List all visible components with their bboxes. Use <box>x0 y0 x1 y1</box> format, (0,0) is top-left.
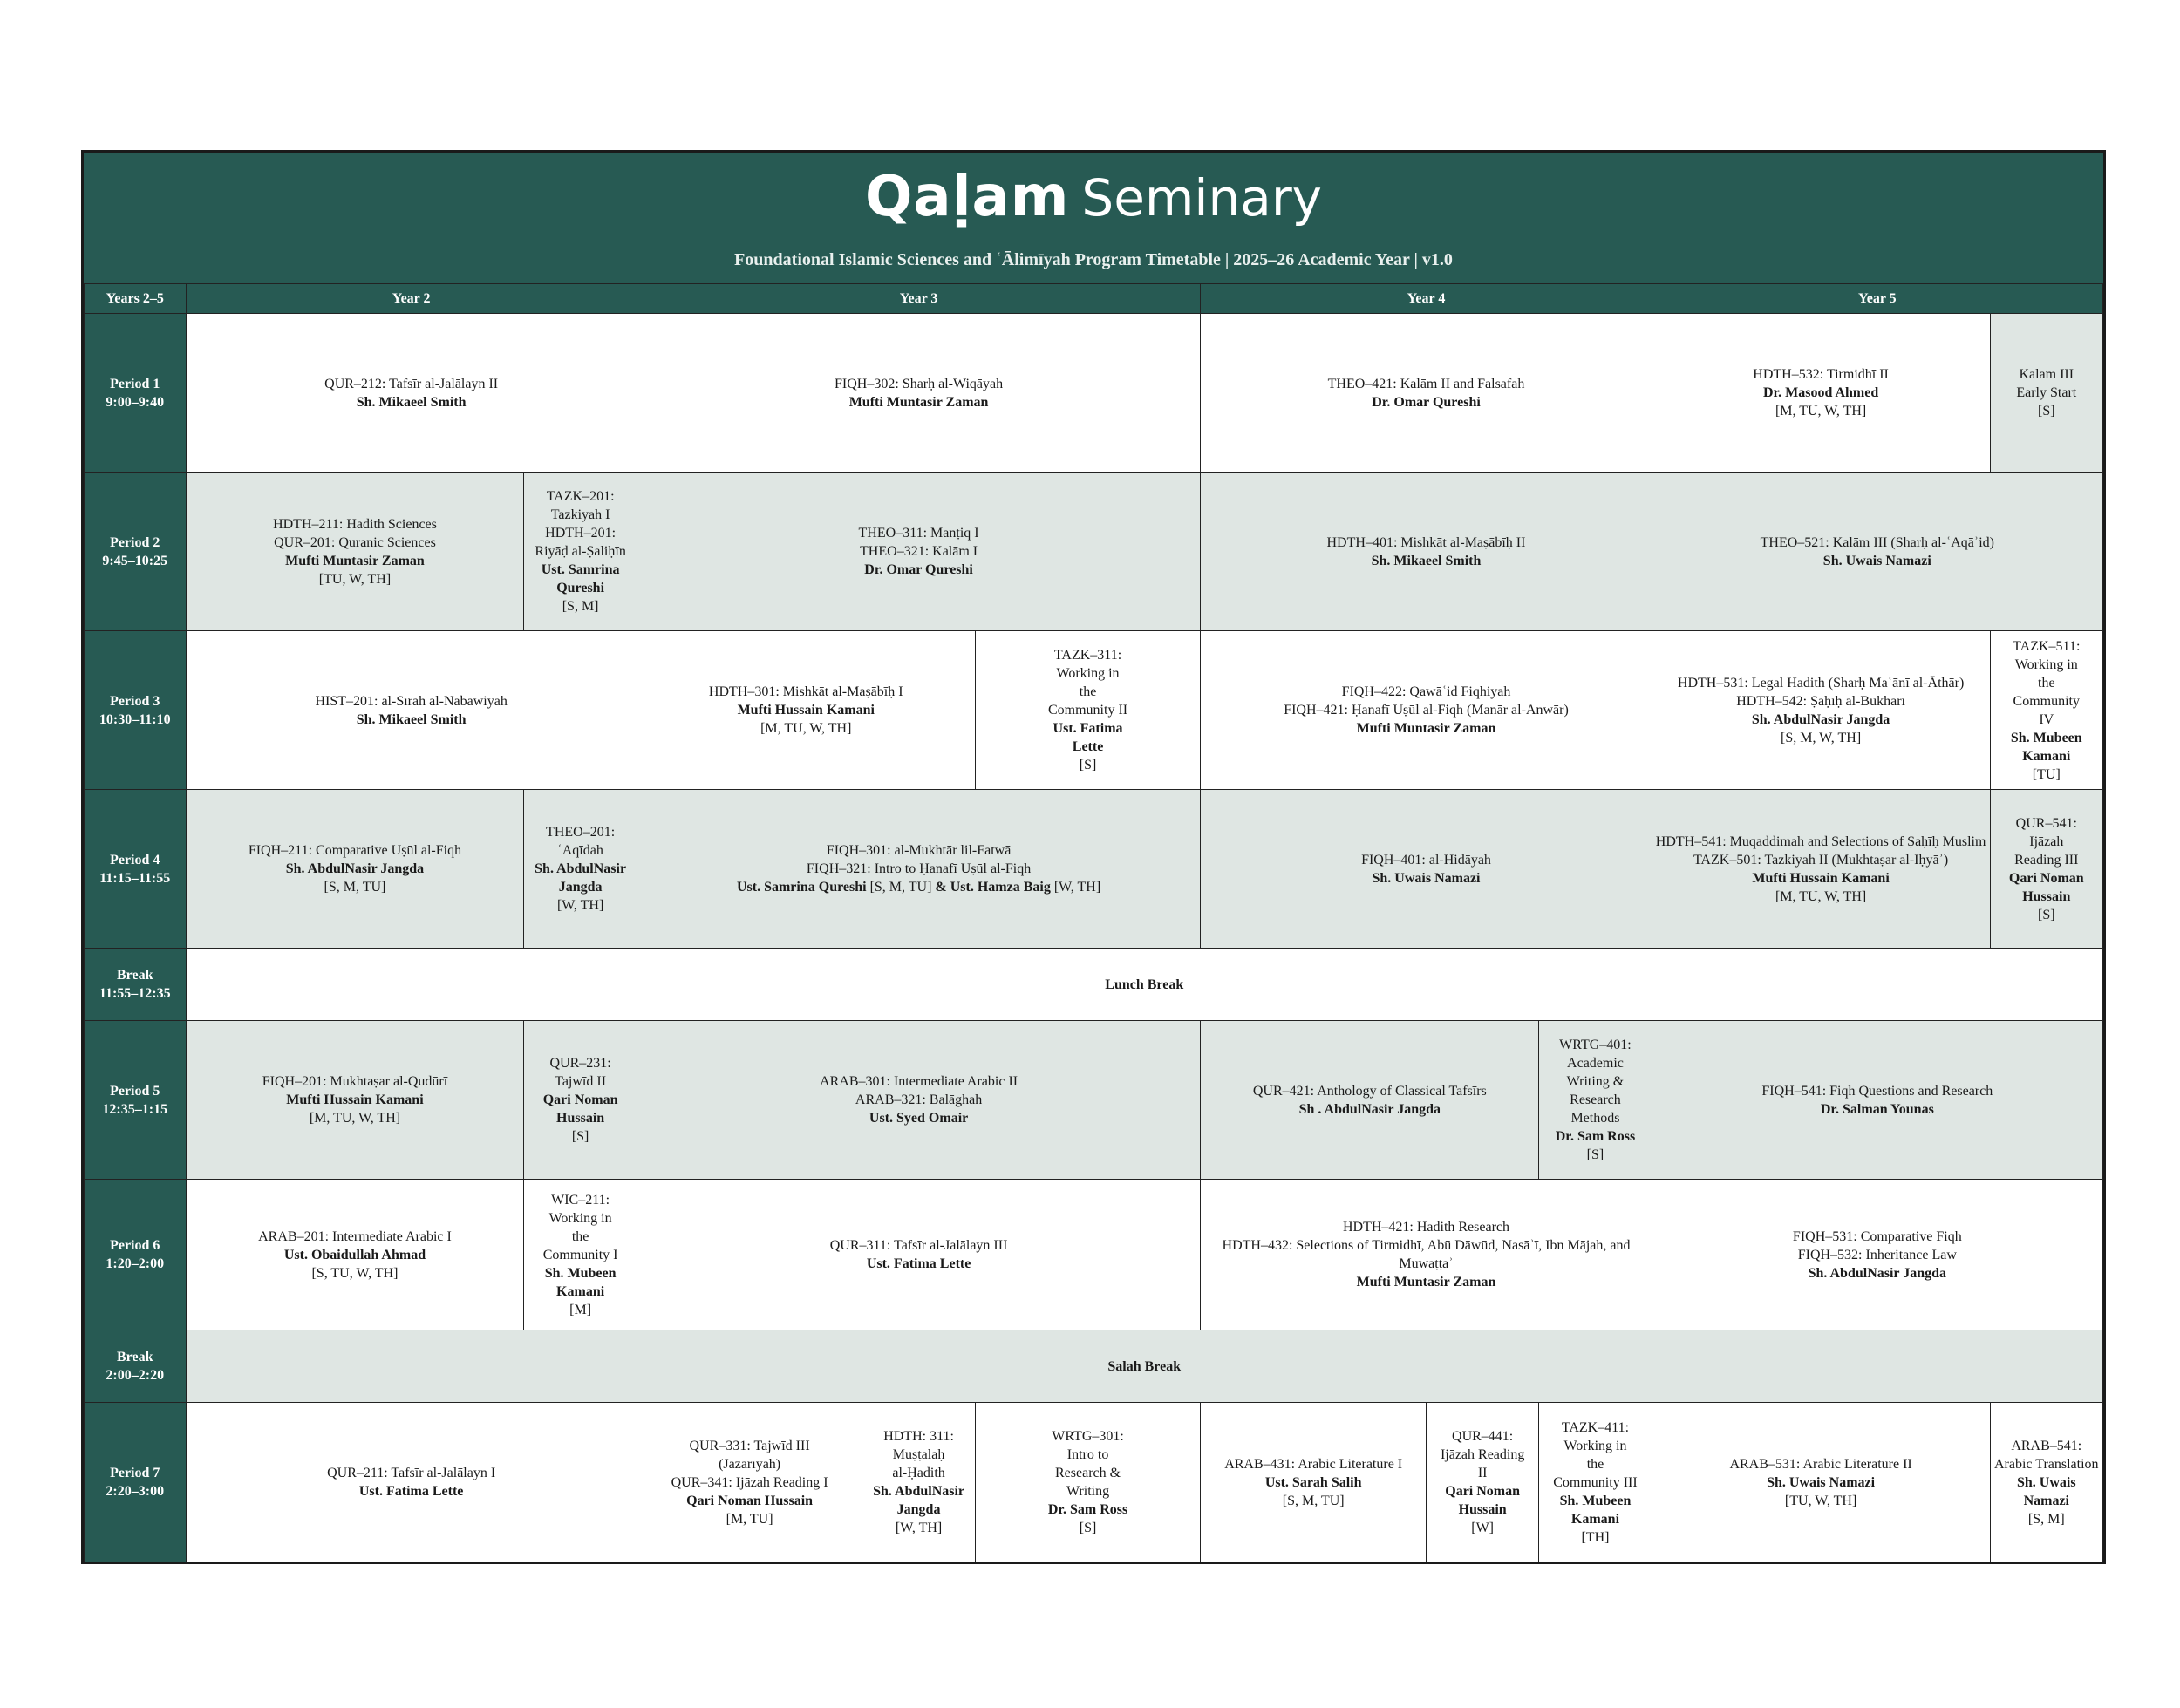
course-line: HDTH–401: Mishkāt al-Maṣābīḥ II <box>1326 534 1526 550</box>
days-label: [W] <box>1471 1521 1495 1535</box>
teacher-name: Sh. Mubeen <box>2010 730 2082 745</box>
teacher-name: Sh. Mubeen <box>1559 1493 1632 1508</box>
course-line: FIQH–301: al-Mukhtār lil-Fatwā <box>826 843 1012 858</box>
row-label <box>85 314 187 473</box>
class-cell <box>186 631 637 790</box>
period-1-row <box>85 314 2103 473</box>
days-label: [S, M, TU] <box>866 880 936 895</box>
course-line: the <box>571 1228 589 1244</box>
teacher-name: Kamani <box>1570 1511 1620 1527</box>
class-cell <box>1201 631 1652 790</box>
row-label <box>85 949 187 1021</box>
teacher-name: Ust. Samrina Qureshi <box>736 880 867 895</box>
course-line: IV <box>2039 711 2054 727</box>
teacher-line <box>640 878 1198 896</box>
course-line: Intro to <box>1066 1447 1109 1462</box>
class-cell <box>1201 473 1652 631</box>
course-line: Writing <box>1066 1484 1110 1499</box>
course-line: HDTH–421: Hadith Research <box>1342 1220 1510 1235</box>
teacher-name: Sh . AbdulNasir Jangda <box>1298 1101 1441 1117</box>
teacher-name: Lette <box>1072 739 1104 754</box>
teacher-name: Mufti Hussain Kamani <box>286 1092 424 1107</box>
row-name: Period 4 <box>110 852 160 868</box>
course-line: THEO–311: Manṭiq I <box>858 526 979 541</box>
row-name: Period 5 <box>110 1083 160 1099</box>
logo-word-qalam: Qaḷam <box>865 165 1070 229</box>
seminary-logo <box>84 165 2103 229</box>
course-line: FIQH–421: Ḥanafī Uṣūl al-Fiqh (Manār al-Anwār) <box>1284 703 1569 718</box>
class-cell <box>1426 1403 1538 1562</box>
teacher-name: Sh. Mikaeel Smith <box>356 394 467 410</box>
row-name: Period 3 <box>110 693 160 709</box>
course-line: FIQH–401: al-Hidāyah <box>1361 852 1491 868</box>
days-label: [M] <box>569 1302 592 1317</box>
course-line: the <box>1079 684 1097 699</box>
year-3-header: Year 3 <box>637 284 1201 314</box>
teacher-name: Ust. Samrina Qureshi <box>541 562 620 595</box>
class-cell <box>1652 314 1990 473</box>
course-line: FIQH–302: Sharḥ al-Wiqāyah <box>835 376 1004 391</box>
course-line: HDTH–432: Selections of Tirmidhī, Abū Dāwūd, Nasāʾī, Ibn Mājah, and <box>1222 1238 1631 1253</box>
period-5-row <box>85 1021 2103 1180</box>
class-cell <box>1201 1021 1539 1180</box>
course-line: FIQH–541: Fiqh Questions and Research <box>1761 1083 1993 1099</box>
course-line: Working in <box>1056 666 1120 681</box>
course-line: THEO–321: Kalām I <box>860 544 978 559</box>
row-label <box>85 473 187 631</box>
course-line: Academic <box>1567 1056 1624 1071</box>
row-time: 10:30–11:10 <box>99 711 171 727</box>
days-label: [M, TU, W, TH] <box>309 1111 401 1126</box>
course-line: TAZK–411: <box>1561 1419 1630 1435</box>
course-line: TAZK–311: <box>1053 648 1122 663</box>
teacher-name: Sh. Uwais Namazi <box>1372 870 1481 886</box>
teacher-name: Sh. Uwais Namazi <box>2016 1474 2076 1508</box>
course-line: FIQH–201: Mukhtaṣar al-Qudūrī <box>262 1074 448 1089</box>
course-line: FIQH–211: Comparative Uṣūl al-Fiqh <box>248 843 462 858</box>
teacher-name: Ust. Fatima Lette <box>866 1256 971 1271</box>
class-cell <box>1652 790 1990 949</box>
course-line: Working in <box>548 1210 612 1226</box>
teacher-name: Mufti Muntasir Zaman <box>1356 1275 1496 1290</box>
class-cell <box>1201 1403 1427 1562</box>
course-line: FIQH–422: Qawāʿid Fiqhiyah <box>1341 684 1511 699</box>
course-line: ARAB–541: Arabic Translation <box>1994 1438 2099 1472</box>
row-name: Break <box>117 968 153 983</box>
lunch-break-row <box>85 949 2103 1021</box>
course-line: QUR–421: Anthology of Classical Tafsīrs <box>1252 1083 1487 1099</box>
course-line: Research <box>1570 1092 1621 1107</box>
row-name: Period 1 <box>110 376 160 391</box>
teacher-name: Sh. Uwais Namazi <box>1767 1474 1876 1490</box>
course-line: TAZK–201: Tazkiyah I <box>546 489 615 522</box>
course-line: HDTH–541: Muqaddimah and Selections of Ṣaḥīḥ Muslim <box>1655 834 1986 849</box>
course-line: al-Ḥadith <box>892 1466 945 1480</box>
days-label: [S, M, TU] <box>324 880 386 895</box>
course-line: QUR–541: <box>2015 815 2077 831</box>
course-line: QUR–331: Tajwīd III <box>689 1438 810 1453</box>
teacher-name: Sh. AbdulNasir Jangda <box>1808 1265 1947 1281</box>
course-line: Community I <box>542 1247 618 1262</box>
teacher-name: Hussain <box>556 1111 605 1126</box>
class-cell <box>637 1180 1201 1330</box>
days-label: [TU, W, TH] <box>318 571 392 587</box>
days-label: [M, TU, W, TH] <box>1775 404 1867 418</box>
class-cell <box>637 314 1201 473</box>
course-line: HDTH–542: Ṣaḥīḥ al-Bukhārī <box>1736 693 1905 709</box>
course-line: II <box>1477 1466 1488 1480</box>
row-name: Period 2 <box>110 534 160 550</box>
teacher-name: Mufti Muntasir Zaman <box>285 553 425 568</box>
course-line: Reading III <box>2014 852 2079 868</box>
course-line: Community III <box>1553 1474 1638 1490</box>
teacher-name: Ust. Fatima <box>1053 721 1123 736</box>
days-label: [W, TH] <box>556 898 604 913</box>
teacher-name: Mufti Hussain Kamani <box>737 703 875 718</box>
course-line: HDTH: 311: Muṣṭalaḥ <box>883 1429 954 1462</box>
class-cell <box>1539 1021 1652 1180</box>
year-header-row <box>85 284 2103 314</box>
course-line: Ijāzah Reading <box>1440 1447 1525 1462</box>
course-line: ARAB–531: Arabic Literature II <box>1729 1456 1912 1472</box>
teacher-name: Qari Noman <box>542 1092 618 1107</box>
course-line: QUR–231: <box>549 1056 611 1071</box>
days-label: [TU] <box>2032 766 2061 782</box>
teacher-name: Dr. Masood Ahmed <box>1762 385 1879 400</box>
days-label: [M, TU, W, TH] <box>760 721 852 736</box>
timetable-grid <box>84 283 2103 1562</box>
course-line: QUR–201: Quranic Sciences <box>274 534 436 550</box>
class-cell <box>186 1180 524 1330</box>
teacher-name: Mufti Muntasir Zaman <box>1356 721 1496 736</box>
course-line: FIQH–321: Intro to Ḥanafī Uṣūl al-Fiqh <box>806 861 1032 876</box>
teacher-name: Ust. Hamza Baig <box>946 880 1051 895</box>
period-7-row <box>85 1403 2103 1562</box>
row-label <box>85 1403 187 1562</box>
course-line: Kalam III <box>2019 367 2074 382</box>
course-line: Early Start <box>2016 385 2077 400</box>
period-2-row <box>85 473 2103 631</box>
course-line: the <box>2038 675 2055 691</box>
class-cell <box>637 473 1201 631</box>
row-label <box>85 1021 187 1180</box>
teacher-name: Sh. AbdulNasir Jangda <box>285 861 425 876</box>
class-cell <box>975 1403 1201 1562</box>
course-line: HDTH–211: Hadith Sciences <box>273 516 437 532</box>
timetable-subtitle: Foundational Islamic Sciences and ʿĀlimīyah Program Timetable | 2025–26 Academic Year | v1.0 <box>734 250 1453 269</box>
course-line: THEO–201: ʿAqīdah <box>546 825 616 858</box>
row-time: 9:00–9:40 <box>106 394 165 410</box>
class-cell <box>637 1403 862 1562</box>
days-label: [S] <box>1586 1147 1604 1162</box>
row-label <box>85 1180 187 1330</box>
teacher-name: Dr. Omar Qureshi <box>1372 394 1481 410</box>
days-label: [S, M] <box>2027 1511 2065 1527</box>
course-line: WIC–211: <box>551 1192 610 1208</box>
days-label: [TH] <box>1581 1529 1610 1545</box>
teacher-name: Hussain <box>2022 888 2071 904</box>
course-line: Tajwīd II <box>555 1074 607 1089</box>
class-cell <box>186 790 524 949</box>
class-cell <box>1652 1021 2102 1180</box>
class-cell <box>862 1403 975 1562</box>
days-label: [S] <box>1079 1521 1097 1535</box>
class-cell <box>186 473 524 631</box>
lunch-break-cell: Lunch Break <box>186 949 2103 1021</box>
teacher-name: Sh. Mikaeel Smith <box>1371 553 1482 568</box>
teacher-name: Qari Noman Hussain <box>686 1493 814 1508</box>
class-cell <box>1652 631 1990 790</box>
course-line: the <box>1586 1456 1604 1472</box>
course-line: QUR–211: Tafsīr al-Jalālayn I <box>327 1466 496 1480</box>
days-label: [TU, W, TH] <box>1784 1493 1857 1508</box>
row-name: Period 6 <box>110 1238 160 1253</box>
teacher-name: Dr. Sam Ross <box>1047 1502 1128 1517</box>
course-line: Methods <box>1570 1111 1620 1126</box>
header-banner <box>84 153 2103 283</box>
days-label: [S, TU, W, TH] <box>311 1265 399 1281</box>
class-cell <box>1201 314 1652 473</box>
class-cell <box>1990 1403 2102 1562</box>
year-2-header: Year 2 <box>186 284 637 314</box>
teacher-name: Sh. Mikaeel Smith <box>356 711 467 727</box>
course-line: WRTG–301: <box>1052 1429 1124 1444</box>
teacher-name: Sh. AbdulNasir Jangda <box>873 1484 965 1517</box>
row-label <box>85 631 187 790</box>
class-cell <box>524 1180 637 1330</box>
days-label: [S] <box>2038 907 2055 922</box>
course-line: Community II <box>1047 703 1128 718</box>
teacher-name: Sh. Mubeen <box>544 1265 617 1281</box>
salah-break-cell: Salah Break <box>186 1330 2103 1403</box>
class-cell <box>524 473 637 631</box>
course-line: Working in <box>1563 1438 1627 1453</box>
class-cell <box>1990 314 2102 473</box>
teacher-name: Ust. Fatima Lette <box>358 1484 464 1499</box>
row-name: Break <box>117 1350 153 1364</box>
teacher-name: Qari Noman <box>1445 1484 1521 1499</box>
course-line: QUR–441: <box>1452 1429 1514 1444</box>
year-5-header: Year 5 <box>1652 284 2102 314</box>
row-time: 9:45–10:25 <box>102 553 168 568</box>
timetable-sheet <box>81 150 2106 1564</box>
class-cell <box>637 790 1201 949</box>
year-4-header: Year 4 <box>1201 284 1652 314</box>
course-line: THEO–421: Kalām II and Falsafah <box>1327 376 1525 391</box>
row-label <box>85 790 187 949</box>
course-line: Research & <box>1055 1466 1121 1480</box>
course-line: HDTH–301: Mishkāt al-Maṣābīḥ I <box>708 684 903 699</box>
course-line: ARAB–431: Arabic Literature I <box>1224 1456 1403 1472</box>
course-line: HDTH–532: Tirmidhī II <box>1753 367 1889 382</box>
days-label: [M, TU] <box>726 1511 773 1527</box>
period-4-row <box>85 790 2103 949</box>
days-label: [W, TH] <box>895 1521 943 1535</box>
teacher-name: Hussain <box>1458 1502 1507 1517</box>
row-time: 2:20–3:00 <box>106 1484 165 1499</box>
class-cell <box>1539 1403 1652 1562</box>
teacher-name: Dr. Omar Qureshi <box>864 562 973 577</box>
course-line: TAZK–511: <box>2013 638 2081 654</box>
class-cell <box>1990 790 2102 949</box>
period-6-row <box>85 1180 2103 1330</box>
days-label: [S, M, W, TH] <box>1781 730 1862 745</box>
course-line: ARAB–201: Intermediate Arabic I <box>258 1228 452 1244</box>
class-cell <box>1201 1180 1652 1330</box>
row-name: Period 7 <box>110 1466 160 1480</box>
course-line: Writing & <box>1566 1074 1625 1089</box>
teacher-name: Sh. AbdulNasir Jangda <box>535 861 627 895</box>
row-time: 1:20–2:00 <box>106 1256 165 1271</box>
class-cell <box>524 1021 637 1180</box>
days-label: [S] <box>571 1129 589 1144</box>
course-line: HDTH–531: Legal Hadith (Sharḥ Maʿānī al-Āthār) <box>1677 675 1965 691</box>
course-line: Community <box>2013 693 2080 709</box>
days-label: [S] <box>2038 404 2055 418</box>
row-time: 11:55–12:35 <box>99 986 171 1001</box>
days-label: [S] <box>1079 758 1097 772</box>
course-line: QUR–212: Tafsīr al-Jalālayn II <box>324 376 499 391</box>
period-3-row <box>85 631 2103 790</box>
class-cell <box>637 631 975 790</box>
row-time: 2:00–2:20 <box>106 1368 165 1383</box>
teacher-name: Mufti Hussain Kamani <box>1752 870 1890 886</box>
class-cell <box>1201 790 1652 949</box>
course-line: Muwaṭṭaʾ <box>1399 1256 1454 1271</box>
row-time: 11:15–11:55 <box>99 870 171 886</box>
logo-word-seminary: Seminary <box>1081 168 1322 228</box>
course-line: (Jazarīyah) <box>719 1456 781 1472</box>
course-line: WRTG–401: <box>1559 1038 1632 1052</box>
class-cell <box>186 1403 637 1562</box>
class-cell <box>1652 1403 1990 1562</box>
course-line: TAZK–501: Tazkiyah II (Mukhtaṣar al-Iḥyāʾ) <box>1693 852 1949 868</box>
course-line: FIQH–531: Comparative Fiqh <box>1792 1228 1962 1244</box>
salah-break-row <box>85 1330 2103 1403</box>
teacher-name: Ust. Syed Omair <box>869 1111 969 1126</box>
class-cell <box>637 1021 1201 1180</box>
teacher-name: Kamani <box>2022 748 2071 764</box>
course-line: ARAB–321: Balāghah <box>855 1092 983 1107</box>
course-line: HDTH–201: Riyāḍ al-Ṣaliḥīn <box>535 526 626 559</box>
days-label: [M, TU, W, TH] <box>1775 888 1867 904</box>
teacher-name: Sh. AbdulNasir Jangda <box>1751 711 1890 727</box>
course-line: THEO–521: Kalām III (Sharḥ al-ʿAqāʾid) <box>1760 534 1994 550</box>
row-label <box>85 1330 187 1403</box>
days-label: [S, M] <box>562 599 599 614</box>
course-line: Working in <box>2014 657 2078 672</box>
class-cell <box>1652 473 2102 631</box>
teacher-name: Kamani <box>556 1283 605 1299</box>
class-cell <box>186 314 637 473</box>
days-label: [W, TH] <box>1050 880 1101 895</box>
teacher-name: Qari Noman <box>2008 870 2084 886</box>
days-label: [S, M, TU] <box>1282 1493 1345 1508</box>
course-line: QUR–341: Ijāzah Reading I <box>671 1474 828 1490</box>
teacher-name: Ust. Obaidullah Ahmad <box>283 1247 426 1262</box>
teacher-name: Dr. Salman Younas <box>1820 1101 1934 1117</box>
and-sign: & <box>935 880 947 895</box>
class-cell <box>186 1021 524 1180</box>
class-cell <box>1990 631 2102 790</box>
course-line: ARAB–301: Intermediate Arabic II <box>820 1074 1018 1089</box>
course-line: Ijāzah <box>2029 834 2064 849</box>
class-cell <box>524 790 637 949</box>
class-cell <box>1652 1180 2102 1330</box>
teacher-name: Ust. Sarah Salih <box>1264 1474 1362 1490</box>
course-line: QUR–311: Tafsīr al-Jalālayn III <box>829 1238 1008 1253</box>
course-line: HIST–201: al-Sīrah al-Nabawiyah <box>315 693 508 709</box>
row-time: 12:35–1:15 <box>102 1101 168 1117</box>
class-cell <box>975 631 1201 790</box>
teacher-name: Dr. Sam Ross <box>1555 1129 1636 1144</box>
course-line: FIQH–532: Inheritance Law <box>1797 1247 1957 1262</box>
corner-label: Years 2–5 <box>85 284 187 314</box>
teacher-name: Mufti Muntasir Zaman <box>848 394 989 410</box>
teacher-name: Sh. Uwais Namazi <box>1822 553 1931 568</box>
